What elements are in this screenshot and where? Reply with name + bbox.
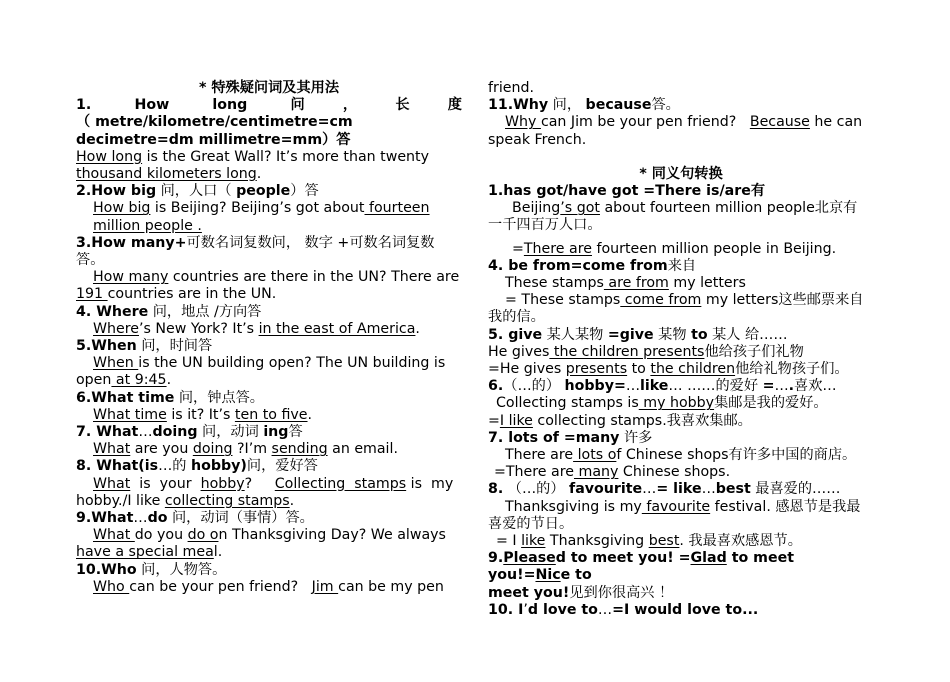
item-9-example-cont <box>76 544 462 561</box>
title-text: 喜欢… <box>794 378 837 395</box>
title-text: … <box>138 424 153 441</box>
example-text: my letters <box>668 275 746 292</box>
keyword: =I would love to... <box>612 601 759 618</box>
item-1-units: （ metre/kilometre/centimetre=cm decimetre=dm millimetre=mm）答 <box>76 114 353 148</box>
item-10-title <box>76 562 462 579</box>
item-11-example <box>488 114 874 131</box>
synonym-6-title <box>488 378 874 395</box>
keyword: to meet you!= <box>488 550 794 584</box>
keyword: ing <box>263 424 289 441</box>
title-text: … <box>642 481 657 498</box>
keyword: 7. What <box>76 424 139 441</box>
underlined-text: 191 <box>76 286 108 303</box>
item-1-example <box>76 149 462 183</box>
underlined-text: sending <box>271 441 328 458</box>
example-text: can be your pen friend? <box>129 578 312 595</box>
item-8-title <box>76 458 462 475</box>
keyword: 5.When <box>76 338 137 355</box>
example-text: collecting stamps.我喜欢集邮。 <box>532 412 752 429</box>
example-text: . <box>289 492 295 509</box>
synonym-7-example-2 <box>488 464 874 481</box>
underlined-text: How many <box>93 269 169 286</box>
section-heading-question-words: * 特殊疑问词及其用法 <box>198 80 340 96</box>
underlined-text: Why <box>505 114 541 131</box>
underlined-text: at 9:45 <box>111 372 167 389</box>
item-10-example <box>76 579 462 596</box>
item-1-title: 1. How long 问，长度 <box>76 97 462 114</box>
synonym-7-example <box>488 447 874 464</box>
underlined-text: in the east of America <box>258 320 416 337</box>
underlined-text: lots o <box>573 447 617 464</box>
title-text: 问，人物答。 <box>136 561 227 578</box>
underlined-text: Glad <box>690 550 727 567</box>
example-text: = I <box>496 533 522 550</box>
example-text: he can <box>809 114 863 131</box>
keyword: because <box>585 97 652 114</box>
example-text: . <box>415 320 420 337</box>
example-text: to <box>627 361 651 378</box>
example-text: Thanksgiving is my <box>505 498 642 515</box>
underlined-text: ’s got <box>560 200 600 217</box>
underlined-text: What time <box>93 406 167 423</box>
keyword: 10.Who <box>76 561 137 578</box>
item-4-example <box>76 321 462 338</box>
example-text: = <box>512 240 524 257</box>
underlined-text: There are <box>523 240 592 257</box>
example-text: is Beijing? Beijing’s got about <box>150 200 365 217</box>
title-text: ’ <box>523 601 528 618</box>
title-text: … <box>701 481 716 498</box>
synonym-4-title <box>488 258 874 275</box>
synonym-6-example <box>488 395 874 412</box>
item-11-title <box>488 97 874 114</box>
item-11-example-cont: speak French. <box>488 131 587 148</box>
item-8-example-cont <box>76 493 462 510</box>
keyword: people <box>236 183 291 200</box>
underlined-text: Collecting stamps <box>274 475 407 492</box>
title-text: … <box>774 378 789 395</box>
example-text: These stamps <box>505 275 604 292</box>
underlined-text: the children presents <box>549 343 705 360</box>
underlined-text: my hobby <box>638 395 715 412</box>
example-text: Chinese shops. <box>618 464 731 481</box>
keyword: 4. Where <box>76 303 149 320</box>
item-2-title <box>76 183 462 200</box>
underlined-text: come from <box>620 292 702 309</box>
synonym-8-title <box>488 481 874 498</box>
title-text: … <box>597 601 613 618</box>
underlined-text: presents <box>565 361 628 378</box>
title-text: 某人 给…… <box>707 326 788 343</box>
keyword: favourite <box>569 481 643 498</box>
keyword: 8. <box>488 481 504 498</box>
synonym-1-example-2 <box>488 241 874 258</box>
title-text: 某人某物 <box>542 326 608 343</box>
title-text: 答。 <box>651 97 680 114</box>
synonym-4-example-2-cont: 我的信。 <box>488 309 545 326</box>
keyword: like <box>640 378 669 395</box>
item-6-example <box>76 407 462 424</box>
item-7-example <box>76 441 462 458</box>
synonym-5-title <box>488 327 874 344</box>
example-text: my letters这些邮票来自 <box>701 292 864 309</box>
title-text: 来自 <box>667 257 697 274</box>
item-9-title <box>76 510 462 527</box>
underlined-text: Because <box>749 114 810 131</box>
underlined-text: doing <box>192 441 233 458</box>
item-3-title <box>76 235 462 269</box>
underlined-text: Jim <box>311 578 339 595</box>
title-text: … <box>133 510 148 527</box>
example-text: is your <box>130 475 201 492</box>
title-text: 问，动词 <box>197 424 264 441</box>
left-column <box>76 80 462 596</box>
example-text: are you <box>130 441 193 458</box>
underlined-text: When <box>93 355 139 372</box>
title-text: 见到你很高兴 ！ <box>569 584 674 601</box>
example-text: fourteen million people in Beijing. <box>591 240 837 257</box>
keyword: 11.Why <box>488 97 549 114</box>
example-text: =There are <box>494 464 574 481</box>
right-column <box>488 80 874 619</box>
underlined-text: What <box>93 441 131 458</box>
underlined-text: do o <box>187 527 219 544</box>
keyword: d to meet you! = <box>555 550 691 567</box>
example-text: n Thanksgiving Day? We always <box>218 527 446 544</box>
item-8-example <box>76 476 462 493</box>
title-text: 问，时间答 <box>136 338 213 355</box>
title-text: 问，动词（事情）答。 <box>167 510 314 527</box>
keyword: =give <box>607 326 654 343</box>
example-text: = <box>488 412 500 429</box>
underlined-text: thousand kilometers long <box>76 166 257 183</box>
synonym-6-example-2 <box>488 413 874 430</box>
item-3-example-cont <box>76 286 462 303</box>
item-5-example-cont <box>76 372 462 389</box>
example-text: about fourteen million people北京有 <box>599 200 858 217</box>
title-text: 答 <box>288 424 303 441</box>
underlined-text: like <box>521 533 546 550</box>
item-10-example-end: friend. <box>488 80 535 96</box>
title-text: 问， <box>548 97 586 114</box>
title-text: …的 <box>158 458 191 475</box>
keyword: doing <box>152 424 198 441</box>
example-text: Thanksgiving <box>545 533 649 550</box>
example-text: 他给孩子们礼物 <box>704 343 804 360</box>
underlined-text: Please <box>503 550 556 567</box>
synonym-8-example <box>488 499 874 516</box>
underlined-text: How long <box>76 148 143 165</box>
example-text: . <box>256 166 262 183</box>
underlined-text: collecting stamps <box>164 492 290 509</box>
synonym-7-title <box>488 430 874 447</box>
example-text: ? <box>244 475 275 492</box>
title-text: 问，钟点答。 <box>174 389 264 406</box>
synonym-9-title-cont <box>488 585 874 602</box>
title-text: … <box>625 378 641 395</box>
title-text: 许多 <box>619 429 653 446</box>
example-text: 集邮是我的爱好。 <box>714 395 828 412</box>
keyword: 9. <box>488 550 504 567</box>
keyword: 6.What time <box>76 389 175 406</box>
synonym-1-example <box>488 200 874 217</box>
title-text: （…的） <box>503 378 565 395</box>
synonym-4-example <box>488 275 874 292</box>
section-heading-synonym-sentences: * 同义句转换 <box>639 165 723 182</box>
example-text: open <box>76 372 112 389</box>
underlined-text: What <box>93 475 131 492</box>
underlined-text: I like <box>499 412 533 429</box>
example-text: Beijing <box>512 200 561 217</box>
item-4-title <box>76 304 462 321</box>
example-text: He gives <box>488 343 550 360</box>
item-9-example <box>76 527 462 544</box>
item-5-example <box>76 355 462 372</box>
synonym-8-example-2 <box>488 533 874 550</box>
title-text: 可数名词复数问， 数字 +可数名词复数答。 <box>76 234 435 269</box>
example-text: festival. 感恩节是我最 <box>710 498 861 515</box>
synonym-8-example-cont: 喜爱的节日。 <box>488 515 574 532</box>
underlined-text: favourite <box>641 498 711 515</box>
underlined-text: the children <box>650 361 736 378</box>
title-text: 问，人口（ <box>156 183 237 200</box>
keyword: 10. I <box>488 601 524 618</box>
underlined-text: What <box>93 527 135 544</box>
example-text: can Jim be your pen friend? <box>540 114 750 131</box>
underlined-text: Nic <box>535 567 561 584</box>
keyword: to <box>691 326 708 343</box>
synonym-5-example <box>488 344 874 361</box>
synonym-4-example-2 <box>488 292 874 309</box>
keyword: 3.How many+ <box>76 234 187 251</box>
example-text: countries are there in the UN? There are <box>168 269 460 286</box>
example-text: an email. <box>327 441 398 458</box>
item-2-example <box>76 200 462 234</box>
synonym-9-title <box>488 550 874 584</box>
keyword: hobby= <box>564 378 626 395</box>
example-text: l. <box>213 544 223 561</box>
example-text: is it? It’s <box>166 406 235 423</box>
keyword: = <box>762 378 775 395</box>
example-text: . <box>166 372 172 389</box>
keyword: e to <box>560 567 592 584</box>
keyword: . <box>788 378 795 395</box>
example-text: countries are in the UN. <box>107 286 277 303</box>
title-text: … ……的爱好 <box>668 378 763 395</box>
synonym-5-example-2 <box>488 361 874 378</box>
underlined-text: best <box>648 533 680 550</box>
underlined-text: are from <box>603 275 669 292</box>
title-text: （…的） <box>503 481 570 498</box>
title-text: 最喜爱的…… <box>750 481 841 498</box>
item-6-title <box>76 390 462 407</box>
underlined-text: have a special mea <box>76 544 214 561</box>
example-text: hobby./I like <box>76 492 165 509</box>
keyword: 6. <box>488 378 504 395</box>
example-text: do you <box>134 527 188 544</box>
keyword: meet you! <box>488 584 570 601</box>
example-text: Collecting stamps is <box>496 395 639 412</box>
example-text: There are <box>505 447 574 464</box>
keyword: 9.What <box>76 510 134 527</box>
keyword: 4. be from=come from <box>488 257 668 274</box>
underlined-text: How big <box>93 200 151 217</box>
example-text: ’s New York? It’s <box>139 320 259 337</box>
keyword: hobby) <box>191 458 247 475</box>
example-text: =He gives <box>488 361 566 378</box>
example-text: is the Great Wall? It’s more than twenty <box>142 148 430 165</box>
keyword: 5. give <box>488 326 543 343</box>
keyword: d love to <box>527 601 598 618</box>
example-text: 他给礼物孩子们。 <box>735 361 849 378</box>
keyword: 7. lots of =many <box>488 429 620 446</box>
example-text: is my <box>406 475 454 492</box>
example-text: can be my pen <box>338 578 444 595</box>
underlined-text: fourteen million people . <box>93 200 430 234</box>
item-7-title <box>76 424 462 441</box>
example-text: . 我最喜欢感恩节。 <box>679 533 802 550</box>
example-text: is the UN building open? The UN building is <box>138 355 446 372</box>
synonym-1-example-cont: 一千四百万人口。 <box>488 217 602 234</box>
example-text: f Chinese shops有许多中国的商店。 <box>616 447 857 464</box>
keyword: do <box>147 510 168 527</box>
underlined-text: hobby <box>200 475 245 492</box>
example-text: . <box>307 406 313 423</box>
example-text: ?I’m <box>232 441 272 458</box>
title-text: 问，爱好答 <box>246 458 318 475</box>
item-3-example <box>76 269 462 286</box>
synonym-10-title <box>488 602 874 619</box>
title-text: 某物 <box>653 326 692 343</box>
keyword: best <box>715 481 751 498</box>
example-text: = These stamps <box>505 292 621 309</box>
underlined-text: Who <box>93 578 130 595</box>
title-text: 问，地点 /方向答 <box>148 303 262 320</box>
keyword: 2.How big <box>76 183 157 200</box>
underlined-text: ten to five <box>234 406 308 423</box>
title-text: ）答 <box>290 183 319 200</box>
underlined-text: many <box>573 464 619 481</box>
underlined-text: Where <box>93 320 139 337</box>
item-5-title <box>76 338 462 355</box>
synonym-1-title: 1.has got/have got =There is/are有 <box>488 183 766 200</box>
keyword: 8. What(is <box>76 458 159 475</box>
keyword: = like <box>656 481 702 498</box>
